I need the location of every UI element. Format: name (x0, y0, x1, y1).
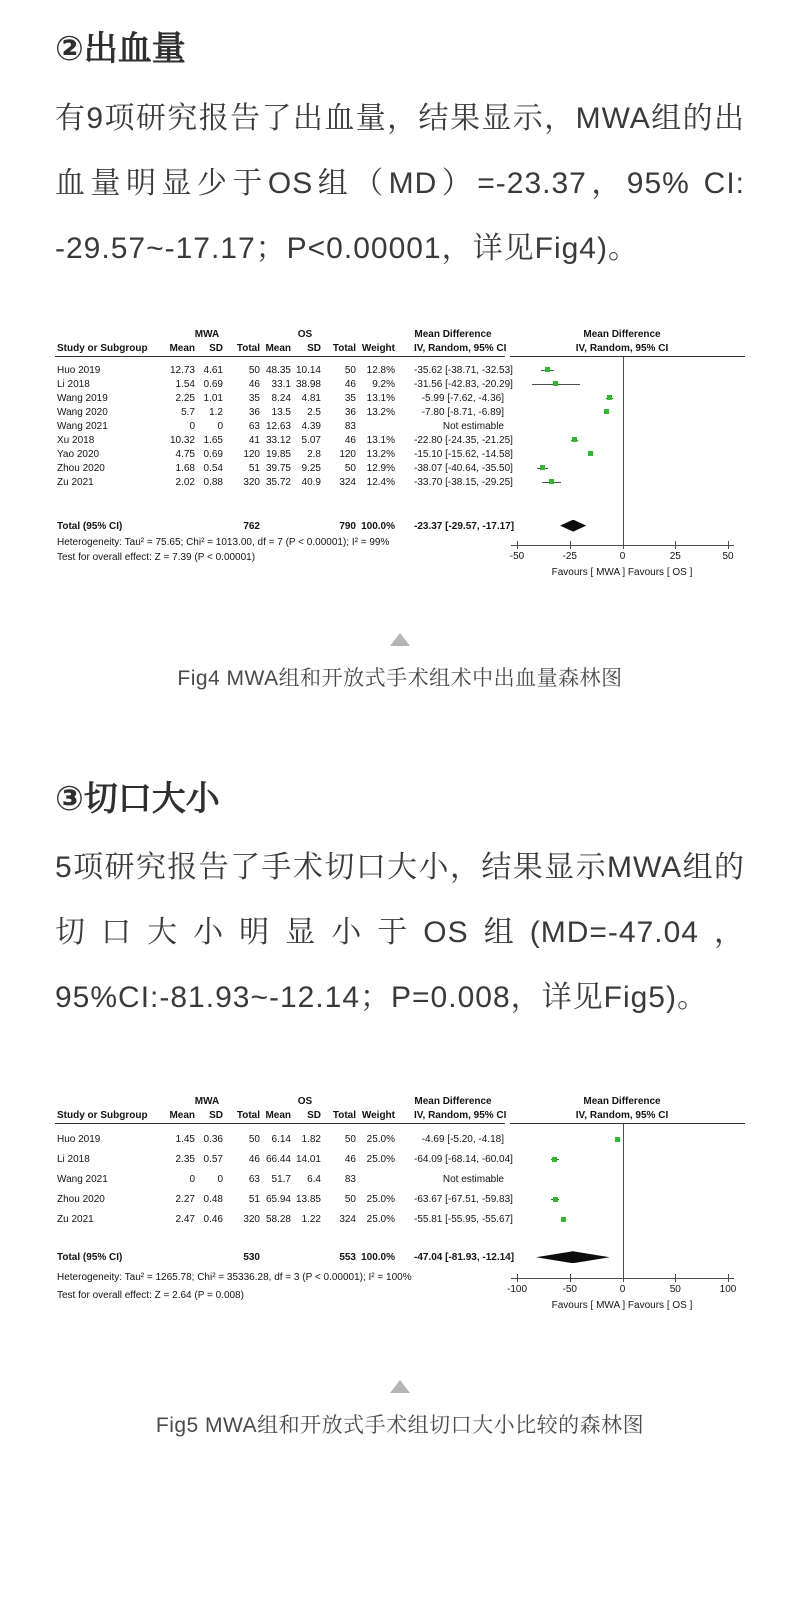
axis-tick-label: 25 (669, 550, 681, 562)
table-cell: 48.35 (265, 364, 291, 376)
zero-line (623, 357, 624, 545)
plot-header-ci: IV, Random, 95% CI (575, 1110, 669, 1122)
table-cell: 83 (344, 420, 356, 432)
section-paragraph-blood-loss: 有9项研究报告了出血量，结果显示，MWA组的出血量明显少于OS组（MD）=-23.37，95% CI: -29.57~-17.17；P<0.00001，详见Fig4)。 (55, 101, 745, 265)
group-header-os: OS (297, 328, 313, 340)
axis-tick (623, 541, 624, 549)
col-header-ci: IV, Random, 95% CI (414, 342, 507, 354)
weight-cell: 13.2% (366, 406, 395, 418)
figure-note-fig5 (0, 1380, 800, 1439)
axis-tick-label: -25 (562, 550, 577, 562)
group-header-mwa: MWA (194, 1096, 220, 1108)
study-row-label: Wang 2020 (57, 406, 108, 418)
table-cell: 5.07 (301, 434, 321, 446)
axis-tick-label: -50 (509, 550, 525, 562)
section-incision-size (0, 776, 800, 1440)
effect-marker (552, 1157, 557, 1162)
col-header-weight: Weight (361, 342, 395, 354)
effect-marker (549, 479, 554, 484)
favours-label: Favours [ MWA ] Favours [ OS ] (551, 566, 693, 578)
table-cell: 46 (344, 378, 356, 390)
table-cell: 50 (344, 462, 356, 474)
table-cell: 50 (248, 1134, 260, 1146)
table-cell: 6.4 (307, 1174, 321, 1186)
effect-marker (545, 367, 550, 372)
table-cell: 2.8 (307, 448, 321, 460)
table-cell: 19.85 (265, 448, 291, 460)
table-cell: 36 (344, 406, 356, 418)
table-cell: 762 (243, 520, 260, 532)
ci-cell: -7.80 [-8.71, -6.89] (421, 406, 504, 418)
weight-cell: 12.4% (366, 476, 395, 488)
table-cell: 36 (248, 406, 260, 418)
total-ci-cell: -23.37 [-29.57, -17.17] (414, 520, 515, 532)
figure-note-fig4 (0, 633, 800, 692)
table-cell: 5.7 (181, 406, 195, 418)
table-cell: 320 (243, 1214, 260, 1226)
table-cell: 14.01 (295, 1154, 321, 1166)
weight-cell: 12.9% (366, 462, 395, 474)
table-cell: 100.0% (361, 1252, 395, 1264)
table-cell: 1.54 (175, 378, 195, 390)
ci-cell: -33.70 [-38.15, -29.25] (414, 476, 513, 488)
weight-cell: 25.0% (366, 1214, 395, 1226)
table-cell: 2.5 (307, 406, 321, 418)
table-cell: 0.36 (203, 1134, 223, 1146)
table-cell: 530 (243, 1252, 260, 1264)
table-cell: 12.73 (169, 364, 195, 376)
ci-cell: -38.07 [-40.64, -35.50] (414, 462, 513, 474)
ci-cell: -55.81 [-55.95, -55.67] (414, 1214, 513, 1226)
col-header-study: Study or Subgroup (57, 342, 148, 354)
table-cell: 46 (248, 1154, 260, 1166)
heterogeneity-text: Heterogeneity: Tau² = 1265.78; Chi² = 35336.28, df = 3 (P < 0.00001); I² = 100% (57, 1272, 412, 1284)
study-row-label: Huo 2019 (57, 364, 101, 376)
study-row-label: Zu 2021 (57, 1214, 94, 1226)
table-cell: 50 (344, 1134, 356, 1146)
table-cell: 63 (248, 1174, 260, 1186)
table-header-rule (55, 356, 505, 357)
favours-label: Favours [ MWA ] Favours [ OS ] (551, 1300, 693, 1312)
weight-cell: 9.2% (372, 378, 395, 390)
table-cell: 33.12 (265, 434, 291, 446)
col-header-sd: SD (209, 1110, 223, 1122)
section-blood-loss (0, 26, 800, 692)
table-cell: 35 (248, 392, 260, 404)
table-cell: 40.9 (301, 476, 321, 488)
overall-effect-text: Test for overall effect: Z = 2.64 (P = 0.008) (57, 1290, 244, 1302)
plot-header-rule (510, 356, 745, 357)
table-cell: 51 (248, 1194, 260, 1206)
ci-cell: -35.62 [-38.71, -32.53] (414, 364, 513, 376)
ci-cell: -22.80 [-24.35, -21.25] (414, 434, 513, 446)
table-cell: 2.02 (175, 476, 195, 488)
effect-marker (604, 409, 609, 414)
md-header-plot: Mean Difference (583, 328, 661, 340)
table-cell: 35.72 (265, 476, 291, 488)
total-row-label: Total (95% CI) (57, 1252, 123, 1264)
plot-header-rule (510, 1123, 745, 1124)
table-cell: 46 (344, 434, 356, 446)
table-cell: 553 (339, 1252, 356, 1264)
table-cell: 4.81 (301, 392, 321, 404)
table-cell: 2.35 (175, 1154, 195, 1166)
figure-caption-fig5: Fig5 MWA组和开放式手术组切口大小比较的森林图 (155, 1414, 645, 1438)
table-cell: 0.88 (203, 476, 223, 488)
table-cell: 324 (339, 476, 356, 488)
weight-cell: 13.2% (366, 448, 395, 460)
axis-tick-label: 0 (619, 550, 626, 562)
effect-marker (553, 1197, 558, 1202)
table-cell: 0 (217, 1174, 223, 1186)
table-cell: 324 (339, 1214, 356, 1226)
axis-tick (623, 1274, 624, 1282)
weight-cell: 13.1% (366, 434, 395, 446)
table-cell: 83 (344, 1174, 356, 1186)
table-cell: 50 (344, 364, 356, 376)
axis-tick (517, 541, 518, 549)
table-cell: 0.69 (203, 448, 223, 460)
study-row-label: Li 2018 (57, 1154, 90, 1166)
ci-cell: -5.99 [-7.62, -4.36] (421, 392, 504, 404)
table-cell: 0 (189, 1174, 195, 1186)
ci-cell: -31.56 [-42.83, -20.29] (414, 378, 513, 390)
effect-marker (588, 451, 593, 456)
table-cell: 46 (248, 378, 260, 390)
weight-cell: 25.0% (366, 1134, 395, 1146)
table-cell: 10.14 (295, 364, 321, 376)
table-cell: 50 (344, 1194, 356, 1206)
ci-cell: -64.09 [-68.14, -60.04] (414, 1154, 513, 1166)
table-cell: 65.94 (265, 1194, 291, 1206)
axis-tick (675, 1274, 676, 1282)
table-cell: 2.47 (175, 1214, 195, 1226)
triangle-up-icon[interactable] (390, 1380, 410, 1393)
table-cell: 120 (243, 448, 260, 460)
axis-tick-label: 50 (669, 1284, 681, 1296)
table-cell: 320 (243, 476, 260, 488)
axis-tick (728, 541, 729, 549)
effect-marker (561, 1217, 566, 1222)
table-cell: 2.27 (175, 1194, 195, 1206)
table-cell: 1.68 (175, 462, 195, 474)
table-cell: 0 (217, 420, 223, 432)
ci-cell: Not estimable (442, 1174, 504, 1186)
table-cell: 0.46 (203, 1214, 223, 1226)
col-header-sd: SD (209, 342, 223, 354)
table-cell: 1.01 (203, 392, 223, 404)
table-cell: 0.57 (203, 1154, 223, 1166)
table-cell: 4.39 (301, 420, 321, 432)
weight-cell: 25.0% (366, 1194, 395, 1206)
axis-tick (517, 1274, 518, 1282)
col-header-mean: Mean (265, 342, 291, 354)
table-cell: 33.1 (271, 378, 291, 390)
col-header-ci: IV, Random, 95% CI (414, 1110, 507, 1122)
table-cell: 1.2 (209, 406, 223, 418)
table-cell: 50 (248, 364, 260, 376)
col-header-mean: Mean (169, 342, 195, 354)
heterogeneity-text: Heterogeneity: Tau² = 75.65; Chi² = 1013.00, df = 7 (P < 0.00001); I² = 99% (57, 536, 390, 548)
md-header-text: Mean Difference (414, 328, 492, 340)
table-cell: 1.65 (203, 434, 223, 446)
study-row-label: Xu 2018 (57, 434, 95, 446)
md-header-plot: Mean Difference (583, 1096, 661, 1108)
figure-caption-fig4: Fig4 MWA组和开放式手术组术中出血量森林图 (177, 666, 623, 690)
table-cell: 0.48 (203, 1194, 223, 1206)
effect-marker (607, 395, 612, 400)
study-row-label: Wang 2021 (57, 1174, 108, 1186)
table-cell: 13.85 (295, 1194, 321, 1206)
forest-plot-fig4 (55, 321, 745, 581)
table-cell: 51 (248, 462, 260, 474)
col-header-sd: SD (307, 1110, 321, 1122)
total-ci-cell: -47.04 [-81.93, -12.14] (414, 1252, 515, 1264)
study-row-label: Wang 2021 (57, 420, 108, 432)
study-row-label: Zhou 2020 (57, 1194, 105, 1206)
table-cell: 4.61 (203, 364, 223, 376)
axis-tick-label: 100 (719, 1284, 737, 1296)
study-row-label: Yao 2020 (57, 448, 100, 460)
table-cell: 41 (248, 434, 260, 446)
table-cell: 1.45 (175, 1134, 195, 1146)
table-cell: 9.25 (301, 462, 321, 474)
table-cell: 8.24 (271, 392, 291, 404)
axis-tick (728, 1274, 729, 1282)
effect-marker (553, 381, 558, 386)
study-row-label: Wang 2019 (57, 392, 108, 404)
table-cell: 2.25 (175, 392, 195, 404)
section-heading-blood-loss: ②出血量 (55, 30, 186, 68)
study-row-label: Huo 2019 (57, 1134, 101, 1146)
col-header-mean: Mean (169, 1110, 195, 1122)
summary-diamond (560, 520, 586, 532)
table-cell: 790 (339, 520, 356, 532)
ci-cell: -63.67 [-67.51, -59.83] (414, 1194, 513, 1206)
weight-cell: 12.8% (366, 364, 395, 376)
study-row-label: Zu 2021 (57, 476, 94, 488)
table-cell: 39.75 (265, 462, 291, 474)
ci-cell: -4.69 [-5.20, -4.18] (421, 1134, 504, 1146)
axis-tick-label: -100 (506, 1284, 527, 1296)
study-row-label: Zhou 2020 (57, 462, 105, 474)
table-cell: 4.75 (175, 448, 195, 460)
zero-line (623, 1124, 624, 1278)
table-cell: 10.32 (169, 434, 195, 446)
table-cell: 38.98 (295, 378, 321, 390)
table-cell: 63 (248, 420, 260, 432)
col-header-sd: SD (307, 342, 321, 354)
ci-cell: Not estimable (442, 420, 504, 432)
table-cell: 120 (339, 448, 356, 460)
table-cell: 12.63 (265, 420, 291, 432)
triangle-up-icon[interactable] (390, 633, 410, 646)
md-header-text: Mean Difference (414, 1096, 492, 1108)
col-header-total: Total (236, 342, 260, 354)
section-heading-incision-size: ③切口大小 (55, 779, 220, 818)
total-row-label: Total (95% CI) (57, 520, 123, 532)
table-cell: 13.5 (271, 406, 291, 418)
axis-tick-label: 0 (619, 1284, 626, 1296)
ci-cell: -15.10 [-15.62, -14.58] (414, 448, 513, 460)
col-header-study: Study or Subgroup (57, 1110, 148, 1122)
table-cell: 35 (344, 392, 356, 404)
summary-diamond (536, 1251, 610, 1263)
col-header-total: Total (332, 342, 356, 354)
table-header-rule (55, 1123, 505, 1124)
effect-marker (572, 437, 577, 442)
col-header-weight: Weight (361, 1110, 395, 1122)
table-cell: 46 (344, 1154, 356, 1166)
table-cell: 51.7 (271, 1174, 291, 1186)
table-cell: 1.82 (301, 1134, 321, 1146)
table-cell: 66.44 (265, 1154, 291, 1166)
group-header-os: OS (297, 1096, 313, 1108)
axis-tick-label: 50 (722, 550, 734, 562)
col-header-total: Total (236, 1110, 260, 1122)
group-header-mwa: MWA (194, 328, 220, 340)
table-cell: 100.0% (361, 520, 395, 532)
axis-tick (570, 1274, 571, 1282)
effect-marker (615, 1137, 620, 1142)
table-cell: 58.28 (265, 1214, 291, 1226)
study-row-label: Li 2018 (57, 378, 90, 390)
axis-tick (675, 541, 676, 549)
col-header-total: Total (332, 1110, 356, 1122)
plot-header-ci: IV, Random, 95% CI (575, 342, 669, 354)
axis-tick-label: -50 (562, 1284, 577, 1296)
table-cell: 0 (189, 420, 195, 432)
table-cell: 0.69 (203, 378, 223, 390)
weight-cell: 25.0% (366, 1154, 395, 1166)
weight-cell: 13.1% (366, 392, 395, 404)
table-cell: 6.14 (271, 1134, 291, 1146)
axis-tick (570, 541, 571, 549)
forest-plot-fig5 (55, 1088, 745, 1324)
section-paragraph-incision-size: 5项研究报告了手术切口大小，结果显示MWA组的切口大小明显小于OS组(MD=-47.04，95%CI:-81.93~-12.14；P=0.008，详见Fig5)。 (55, 851, 745, 1015)
effect-marker (540, 465, 545, 470)
overall-effect-text: Test for overall effect: Z = 7.39 (P < 0.00001) (57, 551, 256, 563)
col-header-mean: Mean (265, 1110, 291, 1122)
table-cell: 1.22 (301, 1214, 321, 1226)
table-cell: 0.54 (203, 462, 223, 474)
